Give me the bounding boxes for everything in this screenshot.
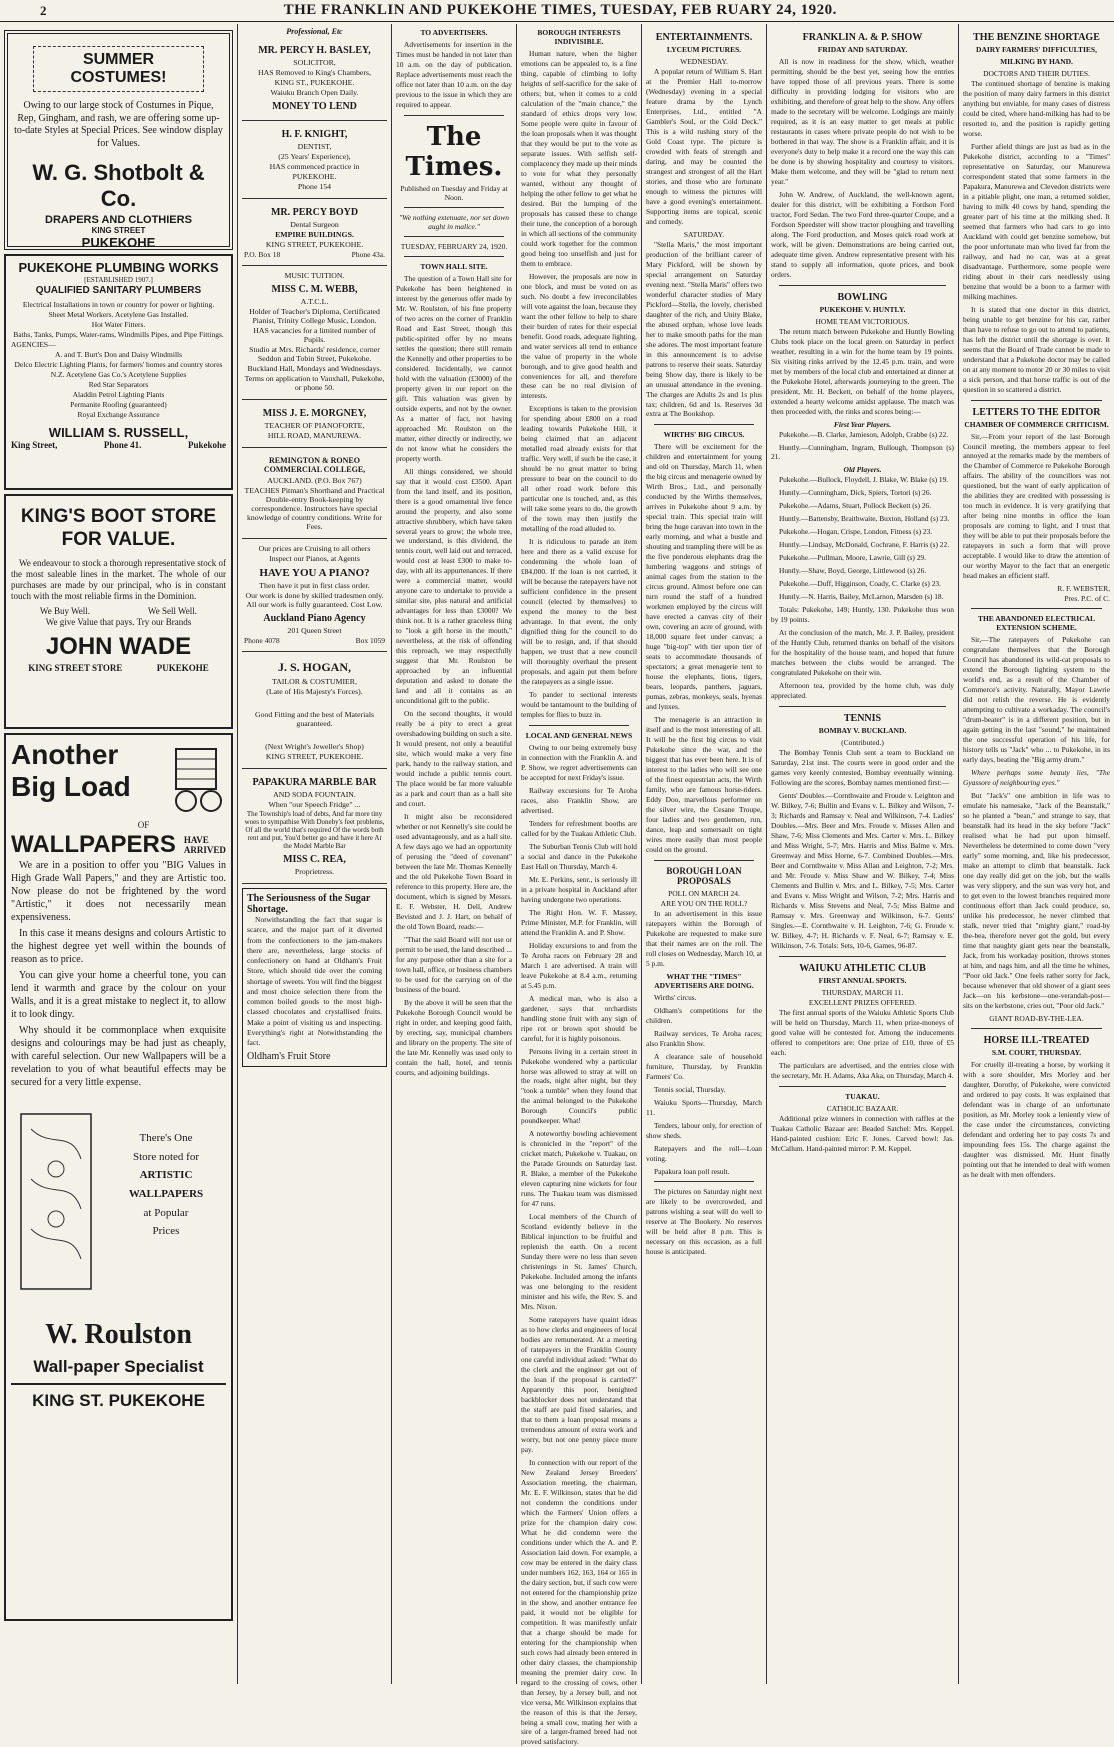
summer-title: SUMMER COSTUMES! [33, 46, 204, 92]
shotbolt-town: PUKEKOHE [81, 235, 156, 250]
news-item: Local members of the Church of Scotland evidently believe in the Biblical injunction to be fruitful and replenish the earth. On a recent Sunday there were no less than seven christenings in St. James' Church, Pukekohe. Included among the infants was one belonging to the resident minister and his wife, the Rev. S. and Mrs. Nixon. [521, 1212, 637, 1312]
borough-para: Exceptions is taken to the provision for spending about £800 on a road leading towards Pukekohe Hill, it being claimed that an adjacent metalled road already exists for that traffic. Very well, if such be the case, it should be no great matter to bring pressure to bear on the council to do all other road work before this particular one is touched, and, as this will take some years to do, the growth of the town may then justify the metalling of the road alluded to. [521, 404, 637, 534]
show-para: John W. Andrew, of Auckland, the well-known agent, dealer for this district, will be exhibiting a Fordson Ford tractor, Ford Sedan. The two Ford three-quarter Coupe, and a Fordson Speedster will show tractor ploughing and travelling along. The Ford production, and Moses quick road work at work, will be given. Demonstrations are being carried out, adequate time given. Andrew representative present with his stand to supply all information, quote prices, and book orders. [771, 189, 954, 279]
wallpaper-of: OF [137, 820, 150, 830]
motto: "We nothing extenuate, nor set down aught in malice." [399, 212, 509, 231]
chamber-heading: CHAMBER OF COMMERCE CRITICISM. [964, 419, 1109, 429]
newspaper-title: THE FRANKLIN AND PUKEKOHE TIMES, TUESDAY, FEB RUARY 24, 1920. [283, 2, 837, 18]
letter-signature2: Pres. P.C. of C. [1064, 594, 1110, 604]
contributed: (Contributed.) [841, 738, 884, 748]
store-line-3: ARTISTIC [139, 1169, 193, 1182]
wallpaper-roll-illustration [11, 1109, 106, 1299]
plumbing-works-ad [4, 254, 233, 490]
roulston-street: KING ST. PUKEKOHE [11, 1383, 226, 1411]
shotbolt-street: KING STREET [91, 226, 146, 235]
saturday-para: "Stella Maris," the most important production of the brilliant career of Mary Pickford, will be shown by special arrangement on Saturday evening next. "Stella Maris" offers two wonderful character studies of Mary Pickford—Stella, the lovely, cherished daughter of the rich, and Unity Blake, the abused orphan, whose love leads her to make smooth paths for the man she adores. The most important feature in this announcement is to advise patrons to reserve their seats. Saturday being Show day, there is likely to be an unusual attendance in the evening. The charges are Adults 2s and 1s plus tax; children, 6d and 1s. Reserves 3d extra at The Bookshop. [646, 239, 762, 419]
advertiser-item: Tenders, labour only, for erection of show sheds. [646, 1120, 762, 1140]
news-item: Mr. E. Perkins, senr., is seriously ill in a private hospital in Auckland after having undergone two operations. [521, 874, 637, 904]
times-nameplate: The Times. [405, 121, 503, 182]
wallpapers-ad [4, 733, 233, 1621]
bowling-tea: Afternoon tea, provided by the home club, was duly appreciated. [771, 681, 954, 701]
local-news-title: LOCAL AND GENERAL NEWS [525, 730, 633, 740]
borough-para: Human nature, when the higher emotions can be appealed to, is a fine thing, capable of climbing to lofty heights of self-sacrifice for the sake of others; but, when it comes to a cold calculation of the "main chance," the standard of ethics drops very low. Some people were quite in favour of the loan proposals when it was thought that they would be put to the vote as separate issues. With selfish self-complacency they made up their minds to vote for what they personally wanted, without any thought of helping the other fellow to get what he desired. But the lumping of the proposals has caused these to change their tune, the conception of a borough in which all sections of the community could work together for the common good being too unselfish and just for them to embrace. [521, 49, 637, 268]
wallpaper-p3: You can give your home a cheerful tone, you can lend it warmth and grace by the colour on your Walls, and it is a great mistake to neglect it, to allow it to look dingy. [11, 970, 226, 1020]
advertiser-item: Waiuku Sports—Thursday, March 11. [646, 1097, 762, 1117]
bowling-score: Pukekohe.—Bullock, Floydell, J. Blake, W. Blake (s) 19. [779, 475, 949, 485]
show-days: FRIDAY AND SATURDAY. [817, 45, 908, 54]
town-hall-para: All things considered, we should say that it would cost £3500. Apart from the land itself, and its position, there is a good ornamental live fence around the property, and also some attractive shrubbery, which have taken several years to grow; the whole tree, we understand, is this dividend, the tennis court, well laid out and terraced, would cost at least £300 to make to-day, with all its appurtenances. If there were a commercial matter, would anyone care to undertake to provide a similar site, plus natural and artificial advantages for less than £3000? We think not. It is a rather graceless thing to "look a gift horse in the mouth," nevertheless, at the risk of offending this reproach, we may respectfully suggest that Mr. Roulston be approached by an influential deputation and asked to donate the land and all it contains as an unconditional gift to the public. [396, 466, 512, 706]
wallpaper-arrived: ARRIVED [183, 845, 226, 855]
roll-para: In an advertisement in this issue ratepayers within the Borough of Pukekohe are requested to make sure that their names are on the roll. The roll closes on Wednesday, March 10, at 5 p.m. [646, 908, 762, 968]
boot-store-value: We give Value that pays. Try our Brands [45, 616, 192, 627]
pictures-para: The pictures on Saturday night next are likely to be overcrowded, and patrons wishing a seat will do well to reserve at The Bookery. No reserves will be held after 8 p.m. This is necessary on this occasion, as a full house is anticipated. [646, 1187, 762, 1257]
town-hall-para: It might also be reconsidered whether or not Kennelly's site could be used advantageously, and as a hall site. A few days ago we had an opportunity of perusing the "deed of covenant" between the late Mr. Thomas Kennelly and the old Pukekohe Town Board in reference to this property. Here are, the document, which is signed by Messrs. E. F. Webster, H. Dell, Andrew Bevisted and J. J. Hart, on behalf of the old Town Board, reads:— [396, 812, 512, 931]
wallpaper-another: Another [11, 739, 119, 770]
entertainments-title: ENTERTAINMENTS. [655, 32, 753, 43]
to-advertisers-title: TO ADVERTISERS. [420, 28, 488, 37]
advertiser-item: Tennis social, Thursday. [654, 1084, 726, 1094]
column-1 [0, 24, 238, 1684]
abandoned-heading: THE ABANDONED ELECTRICAL EXTENSION SCHEME. [977, 614, 1096, 633]
bowling-totals: Totals: Pukekohe, 149; Huntly, 130. Pukekohe thus won by 19 points. [771, 605, 954, 625]
plumbing-line: Electrical Installations in town or country for power or lighting. [22, 300, 215, 309]
professional-heading: Professional, Etc [286, 27, 343, 36]
store-line-5: at Popular [143, 1206, 189, 1219]
plumbing-lines [11, 300, 226, 419]
advertiser-item: Ratepayers and the roll—Loan voting. [646, 1143, 762, 1163]
saturday-heading: SATURDAY. [683, 229, 725, 239]
plumbing-line: AGENCIES— [11, 340, 56, 349]
summer-costumes-ad [4, 30, 233, 250]
benzine-para: It is stated that one doctor in this district, being unable to get benzine for his car, rather than have to refuse to go out to attend to patients, has left the district until the shortage is over. It seems that the Board of Trade cannot be made to understand that a Pukekohe doctor may be called on at any moment to motor 20 or 30 miles to visit a sick person, and that horse traffic is out of the question in so scattered a district. [963, 304, 1110, 394]
column-2 [238, 24, 392, 1684]
plumbing-line: A. and T. Burt's Don and Daisy Windmills [54, 350, 183, 359]
bowling-score: Huntly.—Lindsay, McDonald, Cochrane, F. Harris (s) 22. [779, 540, 950, 550]
giant-signature: GIANT ROAD-BY-THE-LEA. [989, 1013, 1084, 1023]
bazaar-para: Additional prize winners in connection with raffles at the Tuakau Catholic Bazaar are: Beaded Satchel: Mrs. Keppel. Hand-painted cushion: Eric F. Jones. Carved bowl: Jas. McCallum. Hand-painted mirror: P. M. Keppel. [771, 1113, 954, 1153]
loan-proposals-title: BOROUGH LOAN PROPOSALS [666, 865, 742, 886]
wallpaper-word: WALLPAPERS [11, 831, 176, 858]
roulston-firm: W. Roulston [45, 1319, 192, 1350]
town-hall-title: TOWN HALL SITE. [420, 261, 488, 271]
boot-store-title: KING'S BOOT STORE FOR VALUE. [20, 506, 217, 550]
wallpaper-bigload: Big Load [11, 771, 131, 802]
column-7 [959, 24, 1114, 1684]
knight-card: H. F. KNIGHT, DENTIST, (25 Years' Experience), HAS commenced practice in PUKEKOHE. Phone 154 [242, 121, 387, 199]
bowling-score: Huntly.—Cunningham, Dick, Spiers, Tortori (s) 26. [779, 488, 932, 498]
news-item: A noteworthy bowling achievement is chronicled in the "report" of the cricket match, Pukekohe v. Tuakau, on the Parade Grounds on Saturday last. R. Blake, a member of the Pukekohe eleven capturing nine wickets for four runs. The Tuakau team was dismissed for 47 runs. [521, 1129, 637, 1209]
advertiser-item: A clearance sale of household furniture, Thursday, by Franklin Farmers' Co. [646, 1051, 762, 1081]
news-item: The Suburban Tennis Club will hold a social and dance in the Pukekohe East Hall on Thursday, March 4. [521, 841, 637, 871]
shotbolt-trade: DRAPERS AND CLOTHIERS [45, 214, 192, 226]
boot-store-footer: KING STREET STORE PUKEKOHE [28, 662, 209, 673]
wallpaper-p4: Why should it be commonplace when exquisite designs and colourings may be had just as cheaply, with careful selection. Our new Wallpapers will be a revelation to you of what beautiful effects may be secured for a very little expense. [11, 1025, 226, 1088]
wallpaper-have: HAVE [183, 835, 209, 845]
bowling-sub2: HOME TEAM VICTORIOUS. [815, 316, 910, 326]
bowling-score: Pukekohe.—Pullman, Moore, Lawrie, Gill (s) 29. [779, 553, 926, 563]
news-item: A medical man, who is also a gardener, says that orchardists handling stone fruit with any sign of ripe rot or brown spot should be careful, for it is highly poisonous. [521, 993, 637, 1043]
wednesday-para: A popular return of William S. Hart at the Premier Hall to-morrow (Wednesday) evening in a special feature drama by the Lynch Enterprises, Ltd., entitled "A Gambler's Soul, or the Cold Deck." This is a wild rushing story of the Gold Coast type. The picture is crowded with feats of strength and daring, and may be counted the strangest and strongest of all the Hart stories, and those who are fortunate enough to witness the pictures will have a good evening's entertainment. Supporting items are topical, scenic and comedy. [646, 67, 762, 226]
plumbing-line: Sheet Metal Workers. Acetylene Gas Installed. [48, 310, 189, 319]
advertiser-item: Papakura loan poll result. [654, 1166, 730, 1176]
letter-signature: R. F. WEBSTER, [1057, 584, 1110, 594]
electric-para: Where perhaps some beauty lies, "The Gyassore of neighbouring eyes." [963, 768, 1110, 788]
plumbing-line: Baths, Tanks, Pumps, Water-rams, Windmills Pipes, and Pipe Fittings. [13, 330, 224, 339]
plumbing-line: Permanite Roofing (guaranteed) [70, 400, 167, 409]
roll-question: ARE YOU ON THE ROLL? [660, 898, 748, 908]
horse-para: For cruelly ill-treating a horse, by working it with a sore shoulder, Mrs Morley and her daughter, Dorothy, of Pukekohe, were convicted and ordered to pay costs. It was explained that defendant was in charge of an unfortunate position, as Mr. Morley took a leniently view of the case under the circumstances, convicting defendant and ordering her to pay costs 7s and impounding fees 15s. The charge against the daughter was dismissed. Mr. Hunt finally pointing out that he intended to deal with women as he dealt with men offenders. [963, 1059, 1110, 1179]
letters-title: LETTERS TO THE EDITOR [972, 406, 1101, 418]
summer-body: Owing to our large stock of Costumes in Pique, Rep, Gingham, and rash, we are offering some up-to-date Styles at Special Prices. See window display for Values. [14, 100, 223, 149]
electric-para: But "Jack's" one ambition in life was to emulate his namesake, "Jack of the Beanstalk," so he planted a "bean," and strange to say, that beanstalk had its head in the sky before "Jack" realised what he had put upon himself. Nevertheless he determined to come down "very early" some morning, and, like his predecessor, make an attempt to climb that beanstalk. Jack one day really did get on the job, but the walls was very slippery, and the sun was very hot, and to get even to the lowest branches required more continuous effort than Jack could produce, so, unlike his predecessor, he never climbed that stalk, never tried that "mighty giant," road-by the-bea, therefore never got the gold, but every time that naughty giant gets near the beanstalk, Jack, from his workaday position, throws stones at him, and nags him, and all the time he whines, "Poor old Jack." One feels rather sorry for Jack, because whenever that old shower of a giant sees Jack—on his kerbstone—one-verandah-post—sits on the kerbstone, cries out, "Poor old Jack." [963, 791, 1110, 1010]
news-item: Persons living in a certain street in Pukekohe wondered why a particular horse was allowed to stray at will on the roads, night after night, but they "took a tumble" when they found that the animal belonged to the Pukekohe Borough Council's public poundkeeper. What! [521, 1046, 637, 1126]
borough-para: However, the proposals are now in one block, and must be voted on as such. No doubt a few irreconcilables will vote against the loan, because they want the other fellow to help to share their burden of rates for their especial benefit. Good roads, adequate lighting, and water services all tend to enhance the value of property in the whole borough, and to give good health and conveniences for all, and therefore these can be no real division of interests. [521, 271, 637, 401]
wallpaper-p1: We are in a position to offer you "BIG Values in High Grade Wall Papers," and they are Artistic too. Now please do not be frightened by the word "Artistic," it does not necessarily mean expensiveness. [11, 860, 226, 923]
town-hall-para: By the above it will be seen that the Pukekohe Borough Council would be right in order, and keeping good faith, by erecting, say, municipal chambers and library on the property. The site of the late Mr. Kennelly was used only to contain the hall, hotel, and tennis courts, and adjoining buildings. [396, 997, 512, 1077]
poll-date: POLL ON MARCH 24. [668, 888, 740, 898]
plumbing-title: PUKEKOHE PLUMBING WORKS [18, 260, 219, 275]
electric-para: Sir,—The ratepayers of Pukekohe can congratulate themselves that the Borough Council has abandoned its wild-cat proposals to extend the Borough lighting system to the world's end, as a result of the Chamber of Commerce's activity. Naturally, Mayor Lawrie did not relish the reverse. He is evidently attempting to cultivate a workaday. The council's "drum-beater" is in a different position, but in again getting in the last "sound," he maintained the one successful operation of his life, for history tells us "Jack" who ... to Pukekohe, in its early days, beating the "Big army drum." [963, 635, 1110, 765]
hogan-card: J. S. HOGAN, TAILOR & COSTUMIER, (Late of His Majesty's Forces). Good Fitting and the best of Materials guaranteed. (Next Wright's Jeweller's Shop) KING STREET, PUKEKOHE. [242, 652, 387, 769]
plumbing-line: Red Star Separators [88, 380, 149, 389]
bowling-after: At the conclusion of the match, Mr. J. P. Bailey, president of the Huntly Club, returned thanks on behalf of the visitors for the hospitality of the house team, and hoped that future matches between the clubs would be arranged. The congratulated Pukekohe on their win. [771, 628, 954, 678]
bowling-score: Huntly.—Battensby, Braithwaite, Buxton, Holland (s) 23. [779, 514, 950, 524]
advertiser-item: Wirths' circus. [654, 992, 697, 1002]
plumbing-established: [ESTABLISHED 1907.] [84, 276, 153, 284]
lyceum-title: LYCEUM PICTURES. [666, 45, 742, 54]
column-5 [642, 24, 767, 1684]
boot-store-body: We endeavour to stock a thorough representative stock of the most saleable lines in the market. The whole of our purchases are made by our principal, who is in constant touch with the most reliable firms in the Dominion. [11, 557, 226, 602]
plumbing-sub: QUALIFIED SANITARY PLUMBERS [35, 285, 202, 296]
store-line-6: Prices [152, 1225, 180, 1238]
bowling-score: Pukekohe.—Duff, Higginson, Coady, C. Clarke (s) 23. [779, 579, 941, 589]
circus-para: There will be excitement for the children and entertainment for young and old on Thursday, March 11, when the big circus and menagerie owned by Wirth Bros., Ltd., and personally conducted by the Wirths themselves, arrives in Pukekohe about 9 a.m. by special train. This special train will bring the huge caravan into town in the early morning, and what a bustle and shouting and trampling there will be as the five ponderous elephants drag the lumbering waggons and strings of animal cages from the station to the circus ground. Almost before one can turn round the staff of a hundred workmen employed by the circus will have erected a canvas city of their own, covering an acre of ground, with 18,000 square feet under canvas; a huge "big-top" with tier upon tier of seats to accommodate thousands of spectators; a great menagerie tent to house the elephants, lions, tigers, bears, leopards, panthers, jaguars, pumas, zebras, monkeys, seals, hyenas and lynxes. [646, 442, 762, 712]
news-item: The Right Hon. W. F. Massey, Prime Minister, M.P. for Franklin, will attend the Franklin A. and P. Show. [521, 907, 637, 937]
athletic-sub: FIRST ANNUAL SPORTS. [818, 975, 907, 985]
bowling-para: The return match between Pukekohe and Huntly Bowling Clubs took place on the local green on Saturday in perfect weather, resulting in a win for the home team by 19 points. Six visiting rinks arrived by the 12.45 p.m. train, and were met by members of the local club and entertained at dinner at the Pukekohe Hotel, afterwards journeying to the green. The president, Mr. H. Beckett, on behalf of the home players, extended a hearty welcome amidst applause. The match was then proceeded with, the rinks and scores being:— [771, 326, 954, 416]
store-line-4: WALLPAPERS [128, 1188, 204, 1201]
kings-boot-store-ad [4, 494, 233, 729]
plumbing-line: Aladdin Petrol Lighting Plants [72, 390, 165, 399]
tennis-para: The Bombay Tennis Club sent a team to Buckland on Saturday, 21st inst. The courts were in good order and the games very keenly contested, Bombay eventually winning. Following are the scores, Bombay names mentioned first:— [771, 748, 954, 788]
town-hall-para: The question of a Town Hall site for Pukekohe has been heightened in interest by the generous offer made by Mr. W. Roulston, of his fine property of two acres on the corner of Franklin Road and East Street, though this public-spirited offer by no means settles the question; there still remain the Kennelly and other properties to be considered. Incidentally, we cannot hold with the valuation (£3000) of the property given in our report on the gift. This valuation was given by outside experts, and not by the owner. As a matter of fact, not having approached Mr. Roulston on the matter, either directly or indirectly, we do not know what he considers the property worth. [396, 273, 512, 463]
bowling-score: Huntly.—Cunningham, Ingram, Bullough, Thompson (s) 21. [771, 442, 954, 462]
tennis-scores: Gents' Doubles.—Cornthwaite and Froude v. Leighton and W. Bilkey, 7-6; Bullin and Evans v. L. Bilkey and Wilson, 7-3; Richards and Ramsay v. Neal and Wilkinson, 7-4. Ladies' Doubles.—Mrs. Beer and Mrs. Froude v. Misses Allen and Shaw, 7-6; Miss Clements and Mrs. Carter v. Mrs. L. Bilkey and Miss Wright, 5-7; Mrs. Harris and Miss Balme v. Mrs. Greenway and Miss Horne, 6-7. Combined Doubles.—Mrs. Beer and Cornthwaite v. Miss Allan and Leighton, 7-2; Mrs. and Mr. Froude v. Miss Shaw and W. Bilkey, 7-4; Miss Clements and Bullin v. Mrs. and L. Bilkey, 7-5; Mrs. Carter and Evans v. Miss Wright and Wilson, 7-2; Mrs. Harris and Richards v. Miss Stevens and Neal, 7-5; Miss Balme and Ramsay v. Mrs. Greenway and Wilkinson, 6-7. Gents' Singles.—E. Cornthwaite v. H. Leighton, 7-6; G. Froude v. W. Bilkey, 4-7; H. Richards v. F. Neal, 6-7; Ramsay v. E. Wilkinson, 7-6. Totals: Sets, 10-6, Games, 96-87. [771, 791, 954, 950]
plumbing-proprietor: WILLIAM S. RUSSELL, [48, 425, 189, 440]
remington-card: REMINGTON & RONEO COMMERCIAL COLLEGE, AUCKLAND. (P.O. Box 767) TEACHES Pitman's Shorthand and Practical Double-entry Book-keeping by correspondence. Instructors have special knowledge of country conditions. Write for Fees. [242, 448, 387, 539]
column-6 [767, 24, 959, 1684]
benzine-sub: DAIRY FARMERS' DIFFICULTIES, [976, 45, 1097, 54]
show-title: FRANKLIN A. & P. SHOW [802, 32, 923, 43]
circus-para: The menagerie is an attraction in itself and is the most interesting of all. It will be the first big circus to visit Pukekohe since the war, and the biggest that has ever been here. It is of interest to the ladies who will see one of the finest equestrian acts, the Wirth family, who are famous horse-riders. Eddy Doo, marvellous performer on the silver wire, the Cesane Troupe, four ladies and two gentlemen, run, dance, leap and somersault on tight wires more easily than most people could on the ground. [646, 715, 762, 854]
news-item: In connection with our report of the New Zealand Jersey Breeders' Association meeting, the chairman, Mr. E. F. Wilkinson, states that he did not condemn the conditions under which the Farmers' Union offers a prize for the champion dairy cow. What he did condemn were the conditions under which the A. and P. Association laid down. For example, a cow may be entered in the dairy class under numbers 162, 163, 164 or 165 in the dairy section, but, if such cow were not entered for the championship prize in the show, and another entrance fee paid, it would not be eligible for competition. It was manifestly unfair that a charge should be made for entering for the championship when such cows had already been entered in other dairy classes, the championship meaning the premier dairy cow. In regard to the crossing of cows, other than Jersey, by a Jersey bull, and not vice versa, Mr. Wilkinson explains that the reason of this is that the Jersey, being a small cow, mating her with a sire of a larger-framed breed had not proved satisfactory. [521, 1457, 637, 1747]
page-number: 2 [40, 2, 47, 18]
bowling-score: Pukekohe.—Adams, Stuart, Pollock Beckett (s) 26. [779, 501, 932, 511]
bowling-score: Pukekohe.—Hogan, Crispe, London, Fitness (s) 23. [779, 527, 933, 537]
first-year-heading: First Year Players. [833, 419, 892, 429]
bowling-score: Huntly.—N. Harris, Bailey, McLarnon, Marsden (s) 18. [779, 592, 944, 602]
advertisers-doing-title: WHAT THE "TIMES" ADVERTISERS ARE DOING. [654, 971, 754, 990]
athletic-para: The first annual sports of the Waiuku Athletic Sports Club will be held on Thursday, March 11, when prize-moneys of good value will be contested for. Among the inducements offered to competitors are: One prize of £10, three of £5 each. [771, 1007, 954, 1057]
borough-interests-title: BOROUGH INTERESTS INDIVISIBLE. [537, 28, 621, 46]
news-item: Owing to our being extremely busy in connection with the Franklin A. and P. Show, we regret advertisements can be accepted for next Friday's issue. [521, 742, 637, 782]
athletic-date: THURSDAY, MARCH 11. [821, 987, 904, 997]
old-players-heading: Old Players. [843, 465, 882, 475]
plumbing-line: N.Z. Acetylene Gas Co.'s Acetylene Supplies [50, 370, 187, 379]
webb-card: MUSIC TUITION. MISS C. M. WEBB, A.T.C.L. Holder of Teacher's Diploma, Certificated Pianist, Trinity College Music, London. HAS vacancies for a limited number of Pupils. Studio at Mrs. Richards' residence, corner Seddon and Tobin Street, Pukekohe. Buckland Hall, Mondays and Wednesdays. Terms on application to Vauxhall, Pukekohe, or phone 50. [242, 266, 387, 400]
news-item: Some ratepayers have quaint ideas as to how clerks and engineers of local bodies are remunerated. At a meeting of ratepayers in the Franklin County one careful individual asked: "What do the clerk and the engineer get out of the loan if the proposal is carried?" Apparently this poor, benighted backblocker does not understand that the staff are paid fixed salaries, and that to them a loan proposal means a tremendous amount of extra work and worry, but not one penny piece more pay. [521, 1315, 637, 1454]
circus-title: WIRTHS' BIG CIRCUS. [663, 430, 745, 440]
boyd-card: MR. PERCY BOYD Dental Surgeon EMPIRE BUILDINGS. KING STREET, PUKEKOHE. P.O. Box 18 Phone 43a. [242, 199, 387, 266]
borough-para: It is ridiculous to parade an item here and there as a valid excuse for condemning the whole loan of £84,000. If the loan is not carried, it will be because the ratepayers have not sufficient confidence in the present council (elected by themselves) to expend the money to the best advantage. In that event, the only dignified thing for the council to do will be to resign, and, if that should happen, we trust that a new council will thoroughly overhaul the present proposals, and again put them before the ratepayers as a single issue. [521, 537, 637, 687]
store-line-1: There's One [139, 1132, 193, 1144]
sugar-ad: The Seriousness of the Sugar Shortage. Notwithstanding the fact that sugar is scarce, and the major part of it diverted from the confectioners to the jam-makers there are, nevertheless, large stocks of confectionery on hand at Oldham's Fruit Store, which should tide over the coming shortage of sweets. You will find the biggest and most choice selection there from the common boiled goods to the most high-classed chocolates and crystallised fruits. Make a point of visiting us and inspecting. Everything's right at Notwithstanding the fact. Oldham's Fruit Store [242, 888, 387, 1067]
plumbing-line: Royal Exchange Assurance [77, 410, 160, 419]
wallpaper-p2: In this case it means designs and colours Artistic to the highest degree yet well within the bounds of reason as to price. [11, 928, 226, 965]
morgney-card: MISS J. E. MORGNEY, TEACHER OF PIANOFORTE, HILL ROAD, MANUREWA. [242, 400, 387, 448]
editorial-date: TUESDAY, FEBRUARY 24, 1920. [400, 241, 508, 251]
show-para: All is now in readiness for the show, which, weather permitting, should be the best yet, seeing how the entries have topped those of all previous years. There is some difficulty in providing lodging for visitors who are exhibiting, and therefore of great help to the show. Any offers made to the secretary will be welcome. Lodgings are mainly required, as it is an easy matter to get meals at public restaurants in cases where private people do not wish to be bothered in that way. The show is a Franklin affair, and it is everyone's duty to help make it a record one the way this can be done is by showing hospitality and courtesy to visitors. Make them welcome, and they will be "glad to return next year." [771, 57, 954, 186]
store-line-2: Store noted for [133, 1150, 199, 1163]
column-3 [392, 24, 517, 1684]
benzine-para: The continued shortage of benzine is making the position of many dairy farmers in this district anything but enviable, for many cases of distress could be cited, where hand-milking has had to be resorted to, and the position is rapidly getting worse. [963, 79, 1110, 138]
athletic-title: WAIUKU ATHLETIC CLUB [799, 962, 926, 974]
bowling-sub: PUKEKOHE V. HUNTLY. [819, 304, 906, 314]
doctors-heading: DOCTORS AND THEIR DUTIES. [983, 69, 1090, 78]
borough-para: To pander to sectional interests would be tantamount to the building of temples for flies to buzz in. [521, 690, 637, 719]
plumbing-line: Hot Water Fitters. [91, 320, 146, 329]
horse-sub: S.M. COURT, THURSDAY. [991, 1047, 1082, 1057]
advertiser-item: Railway services, Te Aroha races; also Franklin Show. [646, 1028, 762, 1048]
basley-card: MR. PERCY H. BASLEY, SOLICITOR, HAS Removed to King's Chambers, KING ST., PUKEKOHE. Waiuku Branch Open Daily. MONEY TO LEND [242, 37, 387, 121]
column-4 [517, 24, 642, 1747]
bowling-score: Pukekohe.—B. Clarke, Jamieson, Adolph, Crabbe (s) 22. [779, 429, 949, 439]
wednesday-heading: WEDNESDAY. [680, 57, 728, 66]
papakura-card: PAPAKURA MARBLE BAR AND SODA FOUNTAIN. When "our Speech Fridge" ... The Township's load of debts, And far more tiny woes to sympathise With Doneby's feet problems, Of all the world that's required Of the words both rent and put, You'd better go and have it here At the Model Marble Bar MISS C. REA, Proprietress. [242, 769, 387, 884]
plumbing-line: Delco Electric Lighting Plants, for farmers' homes and country stores [14, 360, 223, 369]
horse-title: HORSE ILL-TREATED [983, 1034, 1090, 1046]
cart-illustration [166, 739, 226, 819]
letter-para: Sir,—From your report of the last Borough Council meeting, the members appear to feel annoyed at the remarks made by the members of the Chamber of Commerce re Pukekohe Borough affairs. The ability of the councillors was not questioned, but the want of early application of the abilities they are credited with possessing is too much in evidence. It is very gratifying that after being nine months in office the loan proposals are coming to light, and I trust that they will be able to put their proposals before the ratepayers in such a form that will prove acceptable. I would like to draw the attention of our worthy Mayor to the fact that an energetic head makes an efficient staff. [963, 431, 1110, 581]
bowling-title: BOWLING [837, 291, 888, 303]
tennis-sub: BOMBAY V. BUCKLAND. [818, 726, 907, 736]
bowling-score: Huntly.—Shaw, Boyd, George, Littlewood (s) 26. [779, 566, 927, 576]
piano-card: Our prices are Cruising to all others Inspect our Pianos, at Agents HAVE YOU A PIANO? Then have it put in first class order. Our work is done by skilled tradesmen only. All our work is fully guaranteed. Cost Low. Auckland Piano Agency 201 Queen Street Phone 4078 Box 1059 [242, 539, 387, 652]
town-hall-para: On the second thoughts, it would really be a pity to erect a great overshadowing building on such a site. It would present, not only a beautiful site, which would make a very fine park, handy to the railway station, and would include a public tennis court. The place would be far more valuable as a park and court than as a hall site and court. [396, 709, 512, 809]
masthead [0, 0, 1114, 22]
john-wade: JOHN WADE [45, 632, 192, 660]
tuakau-heading: TUAKAU. [845, 1091, 880, 1101]
benzine-title: THE BENZINE SHORTAGE [973, 32, 1100, 43]
town-hall-para: "That the said Board will not use or permit to be used, the land described ... for any purpose other than a site for a town hall, office, or business chambers to be used for the carrying on of the business of the board. [396, 934, 512, 994]
benzine-sub2: MILKING BY HAND. [1000, 57, 1073, 66]
news-item: Railway excursions for Te Aroha races, also Franklin Show, are advertised. [521, 785, 637, 815]
roulston-spec: Wall-paper Specialist [33, 1357, 204, 1376]
published-line: Published on Tuesday and Friday at Noon. [400, 183, 508, 202]
to-advertisers-body: Advertisements for insertion in the Times must be handed in not later than 10 a.m. on the day of publication. Replace advertisements must reach the office not later than 10 a.m. on the day previous to the issue in which they are required to appear. [396, 40, 512, 109]
boot-store-slogans: We Buy Well. We Sell Well. [39, 605, 198, 616]
athletic-para: The particulars are advertised, and the entries close with the secretary, Mr. H. Adams, Aka Aka, on Thursday, March 4. [771, 1060, 954, 1080]
plumbing-footer: King Street, Phone 41. Pukekohe [11, 440, 226, 450]
tennis-title: TENNIS [843, 713, 882, 725]
shotbolt-firm: W. G. Shotbolt & Co. [32, 160, 205, 211]
news-item: Holiday excursions to and from the Te Aroha races on February 28 and March 1 are advertised. A train will leave Pukekohe at 8.4 a.m., returning at 5.45 p.m. [521, 940, 637, 990]
athletic-prizes: EXCELLENT PRIZES OFFERED. [808, 997, 917, 1007]
benzine-para: Further afield things are just as bad as in the Pukekohe district, according to a "Times" representative on Saturday, our Manurewa correspondent stated that some farmers in the Papakura, Manurewa and Clevedon districts were in a pitiable plight, one man, a returned soldier, having to milk 40 cows by hand, spending the greater part of his time at the milking shed. It seemed that farmers who had cars to go into Auckland with could get benzine somehow, but the poor unfortunate man who lived far from the railway, and had no car, was at a great disadvantage. Furthermore, some people were riding about in their cars needlessly using benzine that would be a boon to a farmer with milking machines. [963, 141, 1110, 301]
advertiser-item: Oldham's competitions for the children. [646, 1005, 762, 1025]
bazaar-heading: CATHOLIC BAZAAR. [826, 1103, 899, 1113]
news-item: Tenders for refreshment booths are called for by the Tuakau Athletic Club. [521, 818, 637, 838]
